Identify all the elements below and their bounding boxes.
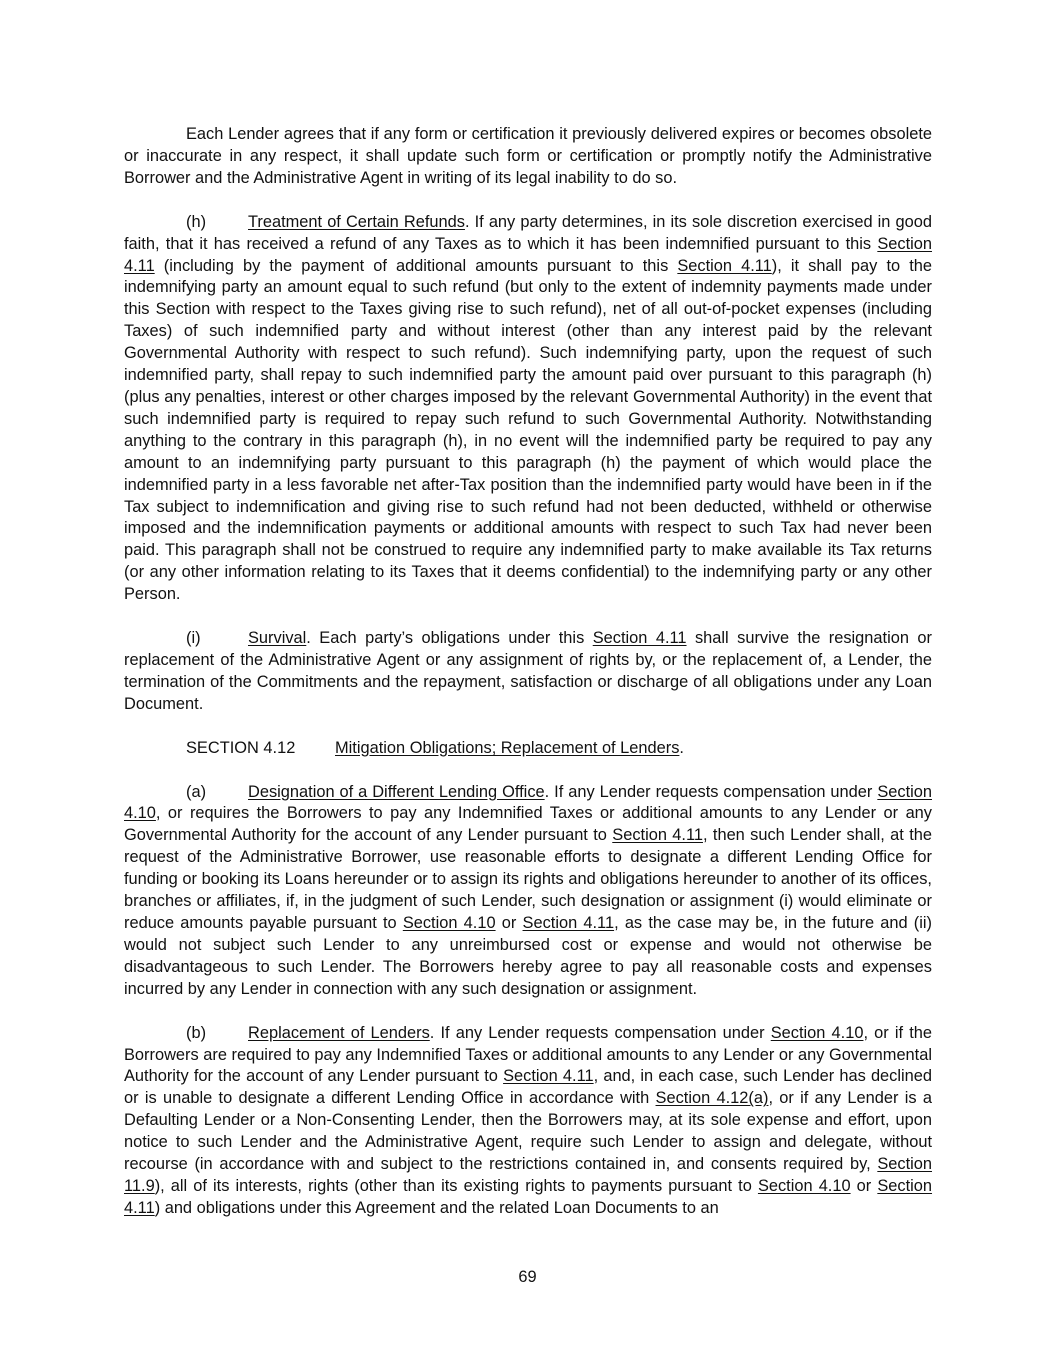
section-reference-link[interactable]: Section 11.9 — [124, 1155, 932, 1195]
paragraph-text: . If any party determines, in its sole discretion exercised in good faith, that it has received a refund of any Taxes as to which it has been indemnified pursuant to this — [124, 212, 932, 253]
paragraph-h-treatment-of-certain-refunds — [124, 212, 932, 606]
section-reference-link[interactable]: Section 4.10 — [124, 782, 932, 823]
paragraph-b-replacement-of-lenders — [124, 1023, 932, 1220]
paragraph-text: shall survive the resignation or replacement of the Administrative Agent or any assignment of rights by, or the replacement of, a Lender, the termination of the Commitments and the repayment, satisfaction or discharge of all obligations under any Loan Document. — [124, 629, 932, 713]
paragraph-marker: (i) — [186, 629, 201, 648]
section-number: SECTION 4.12 — [186, 738, 296, 757]
section-reference-link[interactable]: Section 4.11 — [677, 256, 772, 275]
paragraph-text: (including by the payment of additional amounts pursuant to this — [154, 256, 678, 275]
section-title-end: . — [679, 738, 684, 757]
document-page — [124, 124, 932, 1242]
paragraph-text: , or if the Borrowers are required to pay any Indemnified Taxes or additional amounts to any Lender or any Governmental Authority for the account of any Lender pursuant to — [124, 1023, 932, 1086]
paragraph-title: Survival — [248, 629, 307, 648]
section-reference-link[interactable]: Section 4.10 — [770, 1023, 864, 1042]
paragraph-text: or — [495, 914, 523, 932]
paragraph-text: , or if any Lender is a Defaulting Lender or a Non-Consenting Lender, then the Borrowers may, at its sole expense and effort, upon notice to such Lender and the Administrative Agent, require such Lender to assign and delegate, without recourse (in accordance with and subject to the restrictions contained in, and consents required by, — [124, 1089, 932, 1174]
paragraph-title: Treatment of Certain Refunds — [248, 212, 465, 231]
section-reference-link[interactable]: Section 4.10 — [402, 914, 496, 932]
section-reference-link[interactable]: Section 4.10 — [757, 1176, 851, 1195]
paragraph-text: . If any Lender requests compensation under — [544, 782, 878, 801]
section-title: Mitigation Obligations; Replacement of Lenders — [335, 738, 680, 757]
section-reference-link[interactable]: Section 4.11 — [612, 826, 703, 845]
paragraph-text: ) and obligations under this Agreement and the related Loan Documents to an — [154, 1198, 719, 1217]
paragraph-text: , then such Lender shall, at the request of the Administrative Borrower, use reasonable efforts to designate a different Lending Office for funding or booking its Loans hereunder or to assign its rights and obligations hereunder to another of its offices, branches or affiliates, if, in the judgment of such Lender, such designation or assignment (i) would eliminate or reduce amounts payable pursuant to — [124, 826, 932, 932]
paragraph-text: ), it shall pay to the indemnifying party an amount equal to such refund (but only to the extent of indemnity payments made under this Section with respect to the Taxes giving rise to such refund), net of all out-of-pocket expenses (including Taxes) of such indemnified party and without interest (other than any interest paid by the relevant Governmental Authority with respect to such refund). Such indemnifying party, upon the request of such indemnified party, shall repay to such indemnified party the amount paid over pursuant to this paragraph (h) (plus any penalties, interest or other charges imposed by the relevant Governmental Authority) in the event that such indemnified party is required to repay such refund to such Governmental Authority. Notwithstanding anything to the contrary in this paragraph (h), in no event will the indemnified party be required to pay any amount to an indemnifying party pursuant to this paragraph (h) the payment of which would place the indemnified party in a less favorable net after-Tax position than the indemnified party would have been in if the Tax subject to indemnification and giving rise to such refund had not been deducted, withheld or otherwise imposed and the indemnification payments or additional amounts with respect to such Tax had never been paid. This paragraph shall not be construed to require any indemnified party to make available its Tax returns (or any other information relating to its Taxes that it deems confidential) to the indemnifying party or any other Person. — [124, 256, 932, 604]
paragraph-title: Replacement of Lenders — [248, 1023, 430, 1042]
paragraph-text: , as the case may be, in the future and (ii) would not subject such Lender to any unreimbursed cost or expense and would not otherwise be disadvantageous to such Lender. The Borrowers hereby agree to pay all reasonable costs and expenses incurred by any Lender in connection with any such designation or assignment. — [124, 914, 932, 998]
section-reference-link[interactable]: Section 4.11 — [503, 1067, 594, 1086]
paragraph-text: , or requires the Borrowers to pay any Indemnified Taxes or additional amounts to any Lender or any Governmental Authority for the account of any Lender pursuant to — [124, 804, 932, 845]
paragraph-intro — [124, 124, 932, 190]
paragraph-text: , and, in each case, such Lender has declined or is unable to designate a different Lending Office in accordance with — [124, 1067, 932, 1108]
paragraph-i-survival — [124, 628, 932, 716]
section-reference-link[interactable]: Section 4.11 — [592, 629, 687, 648]
section-reference-link[interactable]: Section 4.11 — [124, 1176, 933, 1217]
paragraph-marker: (b) — [186, 1023, 207, 1042]
section-reference-link[interactable]: Section 4.12(a) — [655, 1089, 769, 1108]
page-number: 69 — [518, 1268, 537, 1286]
paragraph-marker: (h) — [186, 212, 207, 231]
paragraph-title: Designation of a Different Lending Office — [248, 782, 545, 801]
paragraph-marker: (a) — [186, 782, 207, 801]
section-reference-link[interactable]: Section 4.11 — [522, 914, 615, 932]
section-reference-link[interactable]: Section 4.11 — [124, 234, 932, 275]
paragraph-text: ), all of its interests, rights (other than its existing rights to payments pursuant to — [154, 1176, 758, 1195]
paragraph-text: . Each party’s obligations under this — [306, 629, 593, 648]
paragraph-text: or — [850, 1176, 878, 1195]
paragraph-text: . If any Lender requests compensation under — [429, 1023, 771, 1042]
paragraph-intro-text: Each Lender agrees that if any form or certification it previously delivered expires or becomes obsolete or inaccurate in any respect, it shall update such form or certification or promptly notify the Administrative Borrower and the Administrative Agent in writing of its legal inability to do so. — [124, 125, 932, 187]
paragraph-a-different-lending-office — [124, 782, 932, 1001]
section-heading — [124, 738, 932, 760]
